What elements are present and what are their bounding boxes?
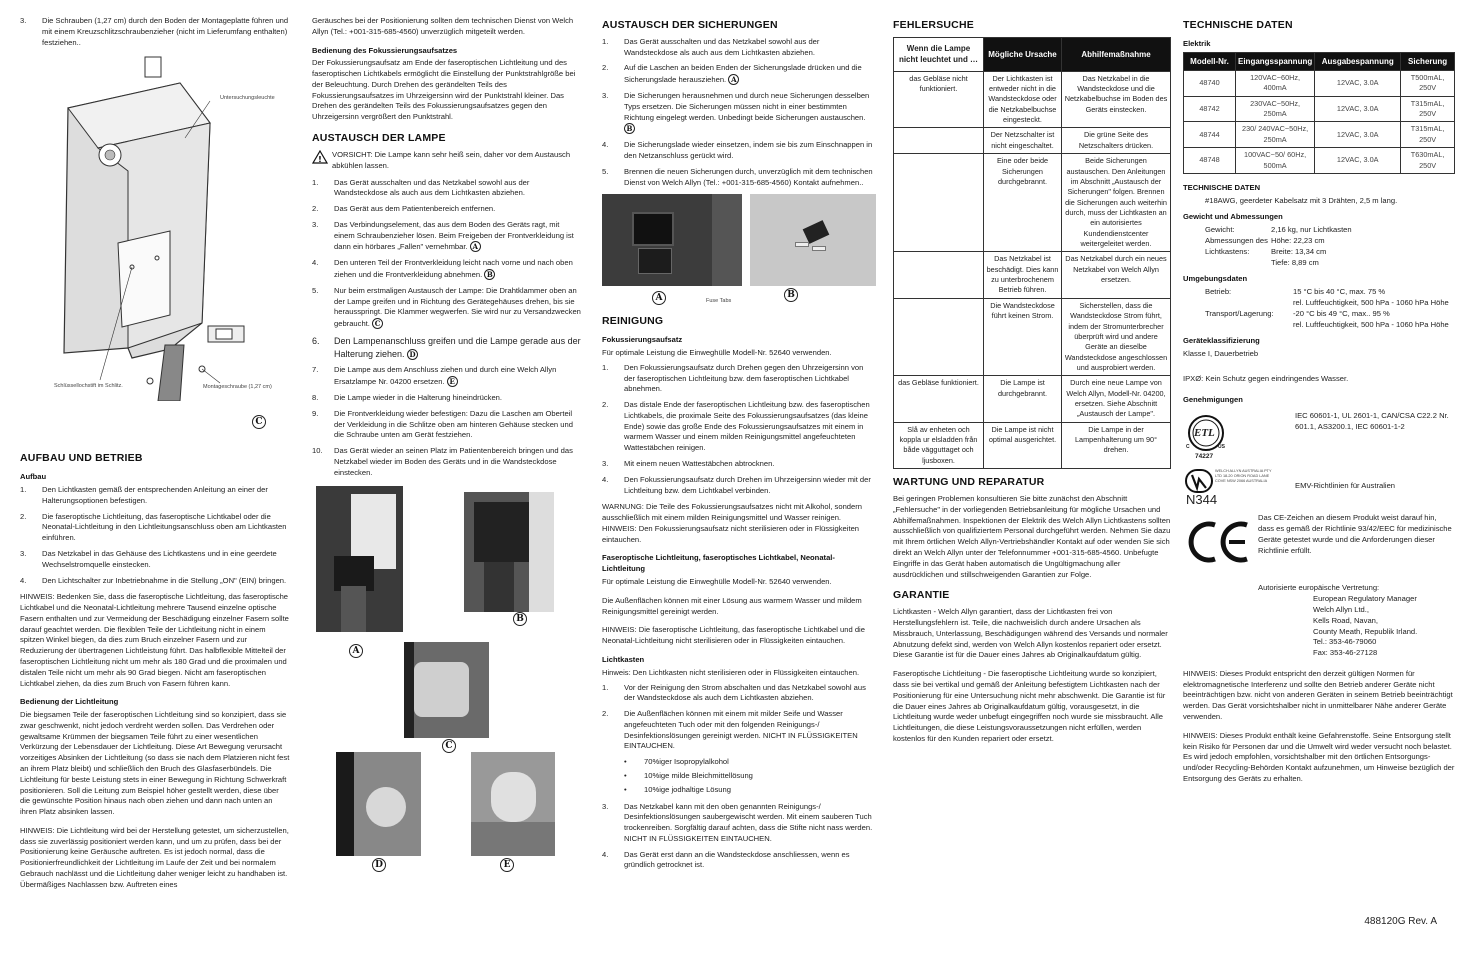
heading-cleaning: REINIGUNG: [602, 315, 664, 328]
list-item: [20, 549, 290, 571]
photo-marker-e: E: [500, 858, 514, 872]
list-item: [602, 709, 874, 752]
kv-value: -20 °C bis 49 °C, max.. 95 %: [1293, 308, 1390, 318]
list-item: [602, 140, 874, 162]
table-row: [1184, 148, 1455, 174]
table-cell: [894, 252, 984, 298]
bullet-text: 10%ige jodhaltige Lösung: [644, 784, 731, 794]
step-number: 3.: [602, 801, 609, 811]
step-number: 4.: [312, 258, 319, 268]
photo-fuse-drawer: [602, 194, 742, 286]
step-text: Die Lampe wieder in die Halterung hineindrücken.: [334, 392, 503, 402]
step-number: 9.: [312, 408, 319, 418]
column-header: Wenn die Lampe nicht leuchtet und …: [894, 37, 984, 71]
step-text: Das Gerät ausschalten und das Netzkabel sowohl aus der Wandsteckdose als auch aus dem Lichtkasten abziehen.: [624, 36, 820, 57]
photo-marker-b: B: [784, 288, 798, 302]
mounting-figure: [20, 53, 290, 428]
table-cell: T630mAL, 250V: [1401, 148, 1455, 174]
column-header: Modell-Nr.: [1184, 52, 1236, 70]
lamp-steps-list: [312, 178, 582, 479]
kv-row: [1183, 225, 1455, 236]
list-item: [602, 475, 874, 497]
kv-value: Breite: 13,34 cm: [1271, 246, 1327, 256]
list-item: [602, 363, 874, 395]
step-number: 2.: [312, 204, 319, 214]
step-number: 8.: [312, 392, 319, 402]
bullet-text: 10%ige milde Bleichmittellösung: [644, 770, 753, 780]
table-cell: 48744: [1184, 122, 1236, 148]
step-number: 7.: [312, 365, 319, 375]
table-cell: Die Lampe ist nicht optimal ausgerichtet.: [984, 422, 1062, 468]
electrical-table: [1183, 52, 1455, 174]
list-item: [312, 286, 582, 330]
subheading-environment: Umgebungsdaten: [1183, 274, 1248, 284]
table-cell: T315mAL, 250V: [1401, 96, 1455, 122]
list-item: [20, 512, 290, 544]
column-2: [312, 16, 582, 894]
step-number: 2.: [602, 400, 609, 410]
step-text: Das Gerät aus dem Patientenbereich entfernen.: [334, 204, 496, 214]
step-text: Brennen die neuen Sicherungen durch, unverzüglich mit dem technischen Dienst von Welch Allyn (Tel.: +001-315-685-4560) Kontakt aufnehmen..: [624, 166, 873, 187]
photo-e: [471, 752, 555, 856]
mount-step-3: [20, 16, 290, 48]
label-keyhole-pin: Schlüssellochstift im Schlitz.: [54, 383, 123, 390]
step-text: Die Schrauben (1,27 cm) durch den Boden der Montageplatte führen und mit einem Kreuzschlitzschraubenzieher (nicht im Lieferumfang enthalten) festziehen..: [42, 16, 289, 47]
step-number: 2.: [602, 63, 609, 73]
table-row: [894, 128, 1171, 154]
etl-c-text: C: [1186, 444, 1190, 451]
table-cell: Slå av enheten och koppla ur elsladden från både vägguttaget och ljusboxen.: [894, 422, 984, 468]
eu-rep-line: Tel.: 353-46-79060: [1313, 637, 1377, 647]
step-number: 3.: [20, 16, 27, 25]
marker-a: A: [728, 74, 739, 85]
list-item: [312, 258, 582, 281]
bullet-item: • 10%ige jodhaltige Lösung: [624, 784, 731, 794]
n344-address: WELCH ALLYN AUSTRALIA PTY LTD 18-20 ORION ROAD LANE COVE NSW 2066 AUSTRALIA: [1215, 469, 1272, 483]
step-number: 3.: [312, 219, 319, 229]
table-cell: T315mAL, 250V: [1401, 122, 1455, 148]
subheading-electrical: Elektrik: [1183, 38, 1211, 48]
kv-row: [1183, 236, 1455, 247]
column-header: Ausgabespannung: [1315, 52, 1401, 70]
fiber-note: HINWEIS: Die faseroptische Lichtleitung, das faseroptische Lichtkabel und die Neonatal-Lichtleitung nicht sterilisieren oder in Flüssigkeiten eintauchen.: [602, 625, 865, 646]
fiber-intro: Für optimale Leistung die Einweghülle Modell-Nr. 52640 verwenden.: [602, 577, 832, 587]
step-text: Mit einem neuen Wattestäbchen abtrocknen.: [624, 459, 775, 468]
table-cell: Das Netzkabel durch ein neues Netzkabel von Welch Allyn ersetzen.: [1062, 252, 1171, 298]
warranty-text-lightbox: Lichtkasten - Welch Allyn garantiert, dass der Lichtkasten frei von Herstellungsfehlern ist. Teile, die nachweislich durch andere Ursachen als Missbrauch, Unterlassung, Beschädigungen während des Versands und normaler Abnutzung defekt sind, werden von Welch Allyn kostenlos repariert oder ersetzt. Diese Garantie ist für die Dauer eines Jahres ab Originalkaufdatum gültig.: [893, 607, 1168, 660]
label-mounting-screw: Montageschraube (1,27 cm): [203, 384, 272, 391]
step-number: 2.: [20, 511, 27, 521]
step-number: 1.: [312, 177, 319, 187]
step-text: Den Lichtschalter zur Inbetriebnahme in die Stellung „ON" (EIN) bringen.: [42, 575, 287, 585]
table-cell: 12VAC, 3.0A: [1315, 148, 1401, 174]
column-header: Eingangsspannung: [1236, 52, 1315, 70]
eu-rep-line: Fax: 353-46-27128: [1313, 648, 1378, 658]
kv-row: [1183, 309, 1455, 320]
kv-value: rel. Luftfeuchtigkeit, 500 hPa - 1060 hPa Höhe: [1293, 297, 1449, 307]
photo-marker-a: A: [652, 291, 666, 305]
kv-key: Transport/Lagerung:: [1205, 308, 1274, 318]
marker-d: D: [407, 349, 418, 360]
column-1: [20, 16, 290, 899]
column-header: Abhilfemaßnahme: [1062, 37, 1171, 71]
photo-fuses: [750, 194, 876, 286]
heading-technical-data: TECHNISCHE DATEN: [1183, 19, 1293, 31]
table-cell: Der Lichtkasten ist entweder nicht in die Wandsteckdose oder die Netzkabelbuchse eingesteckt.: [984, 71, 1062, 128]
table-row: [894, 71, 1171, 128]
box-steps-list: [602, 683, 874, 872]
document-revision: 488120G Rev. A: [1364, 916, 1437, 927]
note-fiber-optics: HINWEIS: Bedenken Sie, dass die faseroptische Lichtleitung, das faseroptische Lichtkabel und die Neonatal-Lichtleitung mehrere Tausend einzelne optische Fasern enthalten und zur Vermeidung der Beschädigung einzelner Fasern sollte darauf geachtet werden. Die flexiblen Teile der Lichtleitung nicht in einem spitzen Winkel biegen, da dies zum Bruch einzelner Fasern und zur Reduzierung der übertragenen Lichtleistung führt. Das halbflexible Mittelteil der faseroptischen Lichtleitung nicht um mehr als 180 Grad und die proximalen und distalen Teile nicht um mehr als 90 Grad biegen. Nicht am faseroptischen Lichtkabel ziehen, da dies zum Bruch von Fasern führen kann.: [20, 592, 289, 688]
table-cell: Beide Sicherungen austauschen. Den Anleitungen im Abschnitt „Austausch der Sicherungen" folgen. Brennen die Sicherungen auch weiterhin durch, muss der Lichtkasten an ein autorisiertes Kundendienstcenter weitergeleitet werden.: [1062, 154, 1171, 252]
bullet-item: • 10%ige milde Bleichmittellösung: [624, 770, 753, 780]
table-cell: 120VAC~60Hz, 400mA: [1236, 71, 1315, 97]
step-text: Die Sicherungslade wieder einsetzen, indem sie bis zum Einschnappen in den Netzanschluss gerückt wird.: [624, 140, 873, 160]
photo-marker-a: A: [349, 644, 363, 658]
table-cell: Das Netzkabel ist beschädigt. Dies kann zu unterbrochenem Betrieb führen.: [984, 252, 1062, 298]
table-cell: 12VAC, 3.0A: [1315, 96, 1401, 122]
table-cell: 230/ 240VAC~50Hz, 250mA: [1236, 122, 1315, 148]
table-cell: [894, 154, 984, 252]
kv-value: Tiefe: 8,89 cm: [1271, 257, 1319, 267]
step-text: Die Frontverkleidung wieder befestigen: Dazu die Laschen am Oberteil der Verkleidung in die Schlitze oben am hinteren Gehäuse stecken und die Schraube unten am Gerät festziehen.: [334, 408, 573, 440]
table-cell: Eine oder beide Sicherungen durchgebrannt.: [984, 154, 1062, 252]
kv-key: Gewicht:: [1205, 225, 1235, 235]
warning-icon: [312, 150, 332, 172]
label-fuse-tabs: Fuse Tabs: [706, 298, 732, 305]
table-cell: Durch eine neue Lampe von Welch Allyn, Modell-Nr. 04200, ersetzen. Siehe Abschnitt „Austausch der Lampe".: [1062, 376, 1171, 422]
eu-rep-line: Welch Allyn Ltd.,: [1313, 604, 1369, 614]
step-number: 10.: [312, 446, 323, 456]
kv-row: [1183, 298, 1455, 309]
step-number: 5.: [602, 166, 609, 176]
focus-warning: WARNUNG: Die Teile des Fokussierungsaufsatzes nicht mit Alkohol, sondern ausschließlich mit einem milden Reinigungsmittel und Wasser reinigen. HINWEIS: Den Fokussierungsaufsatz nicht sterilisieren oder in Flüssigkeiten eintauchen.: [602, 502, 862, 544]
step-text: Vor der Reinigung den Strom abschalten und das Netzkabel sowohl aus der Wandsteckdose als auch dem Lichtkasten abziehen.: [624, 682, 866, 703]
lamp-photos: [312, 484, 582, 894]
step-text: Das Netzkabel kann mit den oben genannten Reinigungs-/ Desinfektionslösungen saubergewischt werden. Mit einem sauberen Tuch trockenreiben. Sorgfältig darauf achten, dass die Stifte nicht nass werden. NICHT IN FLÜSSIGKEITEN EINTAUCHEN.: [624, 801, 873, 843]
subheading-light-box: Lichtkasten: [602, 654, 645, 664]
step-number: 1.: [602, 362, 609, 372]
kv-key: [1183, 298, 1293, 309]
step-text: Den Fokussierungsaufsatz durch Drehen gegen den Uhrzeigersinn von der faseroptischen Lichtleitung bzw. dem faseroptischen Lichtkabel abnehmen.: [624, 362, 864, 394]
kv-value: 2,16 kg, nur Lichtkasten: [1271, 225, 1352, 235]
table-cell: [894, 298, 984, 376]
subheading-setup: Aufbau: [20, 472, 47, 482]
list-item: [602, 37, 874, 59]
table-row: [894, 376, 1171, 422]
marker-a: A: [470, 241, 481, 252]
step-text: Den Fokussierungsaufsatz durch Drehen im Uhrzeigersinn wieder mit der Lichtleitung bzw. dem Lichtkabel verbinden.: [624, 474, 871, 495]
kv-key: Betrieb:: [1205, 287, 1232, 297]
subheading-approvals: Genehmigungen: [1183, 394, 1243, 404]
etl-us-text: US: [1218, 444, 1225, 451]
kv-row: [1183, 287, 1455, 298]
ce-block: [1183, 513, 1455, 583]
table-cell: Die grüne Seite des Netzschalters drücken.: [1062, 128, 1171, 154]
environment-list: [1183, 287, 1455, 330]
kv-key: [1183, 258, 1271, 269]
step-text: Das Gerät wieder an seinen Platz im Patientenbereich bringen und das Netzkabel wieder im Boden des Geräts und in die Wandsteckdose einstecken.: [334, 446, 573, 477]
step-number: 1.: [602, 682, 609, 692]
list-item: [602, 400, 874, 454]
cable-text: #18AWG, geerdeter Kabelsatz mit 3 Drähten, 2,5 m lang.: [1205, 195, 1398, 205]
eu-rep-block: [1258, 583, 1455, 658]
list-item: [312, 393, 582, 404]
ce-mark-icon: [1185, 517, 1251, 571]
list-item: [602, 850, 874, 872]
step-text: Nur beim erstmaligen Austausch der Lampe: Die Drahtklammer oben an der Lampe greifen und in Richtung des Gerätegehäuses drehen, bis sie herausspringt. Die Klammer wegwerfen. Sie wird nur zu Versandzwecken gebraucht.: [334, 285, 581, 329]
marker-c: C: [372, 318, 383, 329]
step-text: Das Gerät erst dann an die Wandsteckdose anschliessen, wenn es gründlich getrocknet ist.: [624, 849, 850, 870]
list-item: [312, 409, 582, 441]
focus-text: Der Fokussierungsaufsatz am Ende der faseroptischen Lichtleitung und des faseroptischen Lichtkabels ermöglicht die Einstellung der Punktstrahlgröße bei der Beleuchtung. Durch Drehen des gerändelten Teils des Fokussierungsaufsatzes im Uhrzeigersinn wird der Punktstrahl kleiner. Das Drehen des gerändelten Teils des Fokussierungsaufsatzes gegen den Uhrzeigersinn vergrößert den Punktstrahl.: [312, 58, 576, 122]
table-cell: T500mAL, 250V: [1401, 71, 1455, 97]
subheading-tech-data: TECHNISCHE DATEN: [1183, 182, 1261, 192]
step-number: 2.: [602, 709, 609, 719]
heading-setup-operation: AUFBAU UND BETRIEB: [20, 452, 143, 465]
svg-text:!: !: [318, 154, 322, 164]
photo-a: [316, 486, 403, 632]
kv-value: 15 °C bis 40 °C, max. 75 %: [1293, 287, 1386, 297]
eu-rep-line: European Regulatory Manager: [1313, 594, 1417, 604]
subheading-focus: Bedienung des Fokussierungsaufsatzes: [312, 45, 458, 55]
subheading-focus-cleaning: Fokussierungsaufsatz: [602, 335, 683, 345]
table-row: [1184, 71, 1455, 97]
light-box-drawing: [20, 53, 290, 401]
list-item: [20, 576, 290, 587]
subheading-operation: Bedienung der Lichtleitung: [20, 697, 119, 707]
table-header-row: [894, 37, 1171, 71]
heading-warranty: GARANTIE: [893, 589, 950, 602]
step-text: Das Verbindungselement, das aus dem Boden des Geräts ragt, mit einem Schraubenzieher lösen. Beim Freigeben der Frontverkleidung ist dann ein hörbares „Fallen" vernehmbar.: [334, 219, 574, 252]
box-note: Hinweis: Den Lichtkasten nicht sterilisieren oder in Flüssigkeiten eintauchen.: [602, 667, 860, 677]
marker-b: B: [484, 269, 495, 280]
caution-note: [312, 150, 582, 172]
step-number: 4.: [602, 140, 609, 150]
step-number: 1.: [602, 36, 609, 46]
approvals-block: [1183, 407, 1455, 507]
step-text: Die Sicherungen herausnehmen und durch neue Sicherungen desselben Typs ersetzen. Die Sicherungen müssen nicht in einer bestimmten Richtung eingelegt werden. Unbedingt beide Sicherungen austauschen.: [624, 91, 870, 122]
step-number: 4.: [602, 849, 609, 859]
photo-marker-b: B: [513, 612, 527, 626]
classification-text: Klasse I, Dauerbetrieb: [1183, 349, 1259, 359]
table-cell: Der Netzschalter ist nicht eingeschaltet.: [984, 128, 1062, 154]
photo-c: [404, 642, 489, 738]
table-row: [894, 154, 1171, 252]
table-cell: [894, 128, 984, 154]
heading-troubleshooting: FEHLERSUCHE: [893, 19, 974, 31]
weight-list: [1183, 225, 1455, 268]
focus-intro: Für optimale Leistung die Einweghülle Modell-Nr. 52640 verwenden.: [602, 347, 832, 357]
list-item: [312, 220, 582, 253]
setup-steps-list: [20, 485, 290, 586]
label-exam-light: Untersuchungsleuchte: [220, 95, 275, 102]
list-item: [312, 204, 582, 215]
subheading-classification: Geräteklassifizierung: [1183, 336, 1260, 346]
column-5: [1183, 16, 1455, 793]
heading-lamp-replacement: AUSTAUSCH DER LAMPE: [312, 132, 446, 145]
eu-rep-title: Autorisierte europäische Vertretung:: [1258, 583, 1380, 593]
table-cell: Das Netzkabel in die Wandsteckdose und die Netzkabelbuchse im Boden des Geräts einstecken.: [1062, 71, 1171, 128]
column-header: Mögliche Ursache: [984, 37, 1062, 71]
list-item: [20, 485, 290, 507]
step-text: Die Außenflächen können mit einem mit milder Seife und Wasser angefeuchteten Tuch oder mit den folgenden Reinigungs-/ Desinfektionslösungen gereinigt werden. NICHT IN FLÜSSIGKEITEN EINTAUCHEN.: [624, 709, 858, 751]
list-item: [602, 91, 874, 135]
list-item: [602, 167, 874, 189]
bullet-text: 70%iger Isopropylalkohol: [644, 757, 729, 767]
step-number: 1.: [20, 485, 27, 495]
photo-marker-c: C: [442, 739, 456, 753]
eu-rep-line: Kells Road, Navan,: [1313, 615, 1379, 625]
warranty-text-fiber: Faseroptische Lichtleitung - Die faseroptische Lichtleitung wurde so konzipiert, dass sie bei vertikal und gemäß der Anleitung befestigtem Lichtkasten nach der Positionierung für eine Untersuchung nicht mehr abschwenkt. Die Garantie ist für die Dauer eines Jahres ab Originalkaufdatum gültig, vorausgesetzt, in die Lichtleitung wurde weder unbefugt eingegriffen noch wurde sie missbraucht. Alle Lichtleitungen, die diese Leistungsvoraussetzungen nicht erfüllen, werden kostenlos für den Kunden repariert oder ersetzt.: [893, 669, 1166, 743]
table-cell: Die Wandsteckdose führt keinen Strom.: [984, 298, 1062, 376]
note-testing: HINWEIS: Die Lichtleitung wird bei der Herstellung getestet, um sicherzustellen, dass sie zuverlässig positioniert werden kann, und um zu prüfen, dass bei der Positionierung keine Geräusche auftreten. Es ist jedoch normal, dass die Positionierfreundlichkeit der Lichtleitung im Laufe der Zeit und bei normalem Gebrauch nachlässt und die Lichtleitung daher weniger leicht zu handhaben ist. Übermäßiges Nachlassen bzw. Auftreten eines: [20, 825, 289, 889]
ipx-text: IPXØ: Kein Schutz gegen eindringendes Wasser.: [1183, 373, 1349, 383]
list-item: [312, 335, 582, 361]
table-row: [1184, 122, 1455, 148]
step-text: Auf die Laschen an beiden Enden der Sicherungslade drücken und die Sicherungslade herausziehen.: [624, 63, 862, 85]
photo-marker-d: D: [372, 858, 386, 872]
marker-e: E: [447, 376, 458, 387]
n344-text: N344: [1186, 492, 1218, 508]
kv-value: Höhe: 22,23 cm: [1271, 236, 1325, 246]
step-text: Das Netzkabel in das Gehäuse des Lichtkastens und in eine geerdete Wechselstromquelle einstecken.: [42, 548, 277, 569]
step-number: 3.: [20, 548, 27, 558]
list-item: [602, 683, 874, 705]
step-text: Die Lampe aus dem Anschluss ziehen und durch eine Welch Allyn Ersatzlampe Nr. 04200 ersetzen.: [334, 365, 557, 387]
step-number: 4.: [20, 575, 27, 585]
list-item: [602, 63, 874, 86]
kv-key: [1183, 320, 1293, 331]
step-text: Den Lampenanschluss greifen und die Lampe gerade aus der Halterung ziehen.: [334, 335, 581, 359]
list-item: [312, 365, 582, 388]
table-cell: das Gebläse funktioniert.: [894, 376, 984, 422]
column-4: [893, 16, 1173, 753]
step-text: Das Gerät ausschalten und das Netzkabel sowohl aus der Wandsteckdose als auch aus dem Lichtkasten abziehen.: [334, 177, 530, 198]
heading-maintenance: WARTUNG UND REPARATUR: [893, 476, 1045, 489]
maintenance-text: Bei geringen Problemen konsultieren Sie bitte zunächst den Abschnitt „Fehlersuche" in der vorliegenden Betriebsanleitung für mögliche Ursachen und Abhilfemaßnahmen. Inspektionen der Elektrik des Welch Allyn Lichtkastens sollten ausschließlich von qualifiziertem Personal durchgeführt werden. Nehmen Sie dazu mit Ihrem örtlichen Welch Allyn-Vertriebshändler Kontakt auf oder wenden Sie sich direkt an Welch Allyn unter der Telefonnummer +001-315-685-4560. Unbefugte Eingriffe in das Gerät haben automatisch die Ungültigmachung aller ausdrücklichen und stillschweigenden Garantien zur Folge.: [893, 494, 1171, 579]
table-row: [894, 252, 1171, 298]
note-emc: HINWEIS: Dieses Produkt entspricht den derzeit gültigen Normen für elektromagnetische Interferenz und sollte den Betrieb anderer Geräte nicht beeinträchtigen bzw. nicht von anderen Geräten in seinem Betrieb beeinträchtigt werden. Das Gerät vorsichtshalber nicht in unmittelbarer Nähe anderer Geräte verwenden.: [1183, 668, 1453, 722]
list-item: [312, 178, 582, 200]
subheading-weight-dimensions: Gewicht und Abmessungen: [1183, 212, 1283, 222]
bullet-item: • 70%iger Isopropylalkohol: [624, 757, 729, 767]
marker-b: B: [624, 123, 635, 134]
kv-value: rel. Luftfeuchtigkeit, 500 hPa - 1060 hPa Höhe: [1293, 319, 1449, 329]
kv-row: [1183, 247, 1455, 258]
list-item: [602, 802, 874, 845]
column-header: Sicherung: [1401, 52, 1455, 70]
emv-text: EMV-Richtlinien für Australien: [1295, 481, 1396, 491]
figure-marker-c: C: [252, 415, 266, 429]
step-number: 3.: [602, 91, 609, 101]
table-cell: Sicherstellen, dass die Wandsteckdose Strom führt, indem der Stromunterbrecher überprüft wird und andere Geräte an dieselbe Wandsteckdose angeschlossen und ausprobiert werden.: [1062, 298, 1171, 376]
table-row: [894, 298, 1171, 376]
fuse-photos: [602, 194, 874, 312]
table-header-row: [1184, 52, 1455, 70]
focus-steps-list: [602, 363, 874, 497]
table-cell: 48742: [1184, 96, 1236, 122]
etl-number: 74227: [1195, 453, 1214, 461]
table-cell: Die Lampe in der Lampenhalterung um 90° drehen.: [1062, 422, 1171, 468]
list-item: [312, 446, 582, 478]
table-cell: 12VAC, 3.0A: [1315, 71, 1401, 97]
approval-standards: IEC 60601-1, UL 2601-1, CAN/CSA C22.2 Nr. 601.1, AS3200.1, IEC 60601-1-2: [1295, 411, 1449, 432]
continued-text: Geräusches bei der Positionierung sollten dem technischen Dienst von Welch Allyn (Tel.: +001-315-685-4560) unverzüglich mitgeteilt werden.: [312, 16, 574, 36]
photo-b: [464, 492, 554, 612]
table-cell: 48748: [1184, 148, 1236, 174]
step-text: Den Lichtkasten gemäß der entsprechenden Anleitung an einer der Halterungsoptionen befestigen.: [42, 485, 268, 505]
kv-key: Lichtkastens:: [1205, 246, 1250, 256]
step-text: Den unteren Teil der Frontverkleidung leicht nach vorne und nach oben ziehen und die Frontverkleidung abnehmen.: [334, 258, 573, 279]
table-cell: 230VAC~50Hz, 250mA: [1236, 96, 1315, 122]
fuse-steps-list: [602, 37, 874, 188]
step-number: 4.: [602, 474, 609, 484]
table-row: [894, 422, 1171, 468]
etl-mark-text: ETL: [1194, 427, 1215, 440]
table-cell: das Gebläse nicht funktioniert.: [894, 71, 984, 128]
subheading-fiber-cleaning: Faseroptische Lichtleitung, faseroptisches Lichtkabel, Neonatal-Lichtleitung: [602, 553, 835, 574]
ce-text: Das CE-Zeichen an diesem Produkt weist darauf hin, dass es gemäß der Richtlinie 93/42/EEC für medizinische Geräte getestet wurde und die Anforderungen dieser Richtlinie erfüllt.: [1258, 513, 1452, 555]
operation-text: Die biegsamen Teile der faseroptischen Lichtleitung sind so konzipiert, dass sie zwar geschwenkt, nicht jedoch verdreht werden sollen. Das Verdrehen oder gewaltsame Krümmen der biegsamen Teile führt zu einer wesentlichen Verkürzung der Lebensdauer der Lichtleitung. Diese Art Bewegung verursacht vorzeitiges Absinken der Lichtleitung (so dass sie nach dem Platzieren nicht fest an ihrem Platz bleibt) und schließlich den Bruch des Glasfaserbündels. Die Lichtleitung für beste Leistung stets in einer Bewegung in Richtung Schwerkraft positionieren. Soll die Leitung zum Beispiel höher gestellt werden, diese über die gewünschte Position hinaus nach oben ziehen und dann nach unten an ihren Platz absinken lassen.: [20, 710, 290, 817]
kv-row: [1183, 258, 1455, 269]
table-cell: 100VAC~50/ 60Hz, 500mA: [1236, 148, 1315, 174]
caution-text: VORSICHT: Die Lampe kann sehr heiß sein, daher vor dem Austausch abkühlen lassen.: [332, 149, 571, 170]
table-cell: 12VAC, 3.0A: [1315, 122, 1401, 148]
troubleshooting-table: [893, 37, 1171, 469]
table-cell: Die Lampe ist durchgebrannt.: [984, 376, 1062, 422]
eu-rep-line: County Meath, Republik Irland.: [1313, 626, 1418, 636]
step-text: Die faseroptische Lichtleitung, das faseroptische Lichtkabel oder die Neonatal-Lichtleitung in den Lichtleitungsanschluss oben am Lichtkasten einführen.: [42, 511, 287, 543]
column-3: [602, 16, 874, 877]
note-disposal: HINWEIS: Dieses Produkt enthält keine Gefahrenstoffe. Seine Entsorgung stellt kein Risiko für Personen dar und die Umwelt wird weder versucht noch belastet. Es wird jedoch empfohlen, vorsichtshalber mit den örtlichen Entsorgungs- und/oder Recycling-Behörden Kontakt aufzunehmen, um Hinweise bezüglich der Entsorgung des Geräts zu erhalten.: [1183, 730, 1455, 783]
step-number: 6.: [312, 335, 320, 346]
fiber-text: Die Außenflächen können mit einer Lösung aus warmem Wasser und mildem Reinigungsmittel gereinigt werden.: [602, 595, 862, 616]
etl-logo-icon: [1185, 413, 1227, 461]
heading-fuse-replacement: AUSTAUSCH DER SICHERUNGEN: [602, 19, 778, 31]
photo-d: [336, 752, 421, 856]
kv-row: [1183, 320, 1455, 331]
kv-key: Abmessungen des: [1205, 236, 1268, 246]
table-cell: 48740: [1184, 71, 1236, 97]
table-row: [1184, 96, 1455, 122]
step-text: Das distale Ende der faseroptischen Lichtleitung bzw. des faseroptischen Lichtkabels, die proximale Seite des Fokussierungsaufsatzes (das kleine Ende) sowie das große Ende des Fokussierungsaufsatzes mit einem in warmem Wasser und einem milden Reinigungsmittel angefeuchteten Wattestäbchen reinigen.: [624, 400, 870, 453]
step-number: 5.: [312, 285, 319, 295]
list-item: [602, 459, 874, 470]
step-number: 3.: [602, 459, 609, 468]
